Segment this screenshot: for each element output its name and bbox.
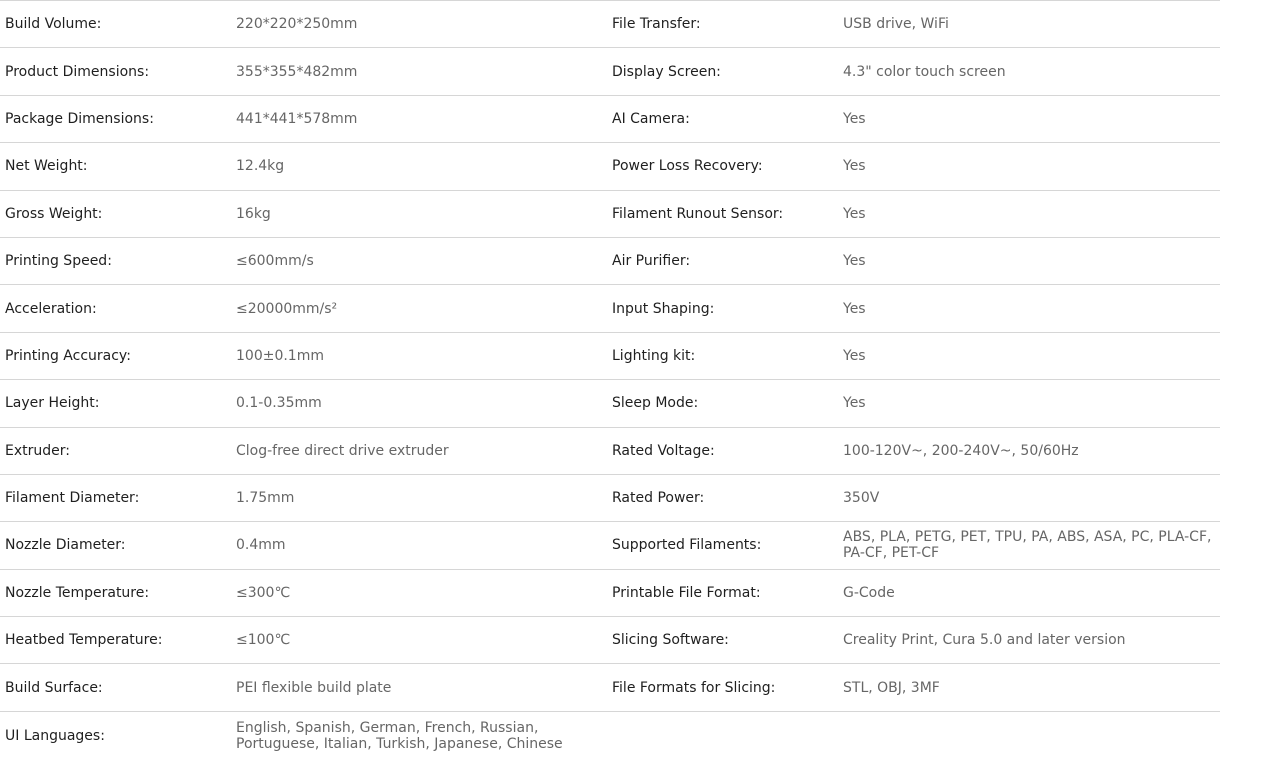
right-spec-label	[612, 712, 837, 759]
left-spec-label: Build Surface:	[5, 679, 103, 696]
left-spec-value: 220*220*250mm	[236, 16, 358, 33]
spec-row	[0, 238, 1220, 285]
right-spec-label: Printable File Format:	[612, 584, 761, 601]
left-spec-value: 12.4kg	[236, 158, 285, 175]
left-spec-label: Product Dimensions:	[5, 63, 150, 80]
right-spec-label: File Transfer:	[612, 16, 701, 33]
spec-row	[0, 617, 1220, 664]
spec-row	[0, 333, 1220, 380]
left-spec-label: Package Dimensions:	[5, 110, 154, 127]
spec-row	[0, 143, 1220, 190]
spec-row	[0, 48, 1220, 95]
spec-row	[0, 428, 1220, 475]
right-spec-label: Lighting kit:	[612, 347, 696, 364]
left-spec-label: Build Volume:	[5, 16, 102, 33]
right-spec-value: Yes	[843, 253, 866, 270]
left-spec-value: 355*355*482mm	[236, 63, 358, 80]
right-spec-value: Yes	[843, 395, 866, 412]
right-spec-label: Slicing Software:	[612, 632, 729, 649]
left-spec-label: Layer Height:	[5, 395, 100, 412]
left-spec-label: Heatbed Temperature:	[5, 632, 163, 649]
right-spec-label: Display Screen:	[612, 63, 721, 80]
left-spec-label: Filament Diameter:	[5, 490, 140, 507]
left-spec-value: 100±0.1mm	[236, 347, 324, 364]
right-spec-value: G-Code	[843, 584, 895, 601]
right-spec-value: Yes	[843, 300, 866, 317]
left-spec-label: Extruder:	[5, 442, 70, 459]
left-spec-value: English, Spanish, German, French, Russian, Portuguese, Italian, Turkish, Japanese, Chinese	[236, 719, 563, 752]
spec-row	[0, 1, 1220, 48]
right-spec-label: Input Shaping:	[612, 300, 715, 317]
left-spec-value: 441*441*578mm	[236, 110, 358, 127]
right-spec-value: USB drive, WiFi	[843, 16, 949, 33]
right-spec-value: 350V	[843, 490, 880, 507]
right-spec-value: Yes	[843, 110, 866, 127]
left-spec-value: 0.1-0.35mm	[236, 395, 322, 412]
left-spec-label: UI Languages:	[5, 727, 105, 744]
spec-row	[0, 285, 1220, 332]
left-spec-value: ≤100℃	[236, 632, 291, 649]
right-spec-label: Filament Runout Sensor:	[612, 205, 784, 222]
left-spec-value: 1.75mm	[236, 490, 295, 507]
left-spec-label: Printing Accuracy:	[5, 347, 131, 364]
right-spec-label: Air Purifier:	[612, 253, 691, 270]
right-spec-value: Yes	[843, 347, 866, 364]
right-spec-value: STL, OBJ, 3MF	[843, 679, 940, 696]
spec-row	[0, 380, 1220, 427]
right-spec-label: Supported Filaments:	[612, 537, 762, 554]
right-spec-label: Sleep Mode:	[612, 395, 699, 412]
spec-row	[0, 191, 1220, 238]
left-spec-value: PEI flexible build plate	[236, 679, 392, 696]
right-spec-value: 100-120V~, 200-240V~, 50/60Hz	[843, 442, 1079, 459]
right-spec-label: Rated Voltage:	[612, 442, 715, 459]
right-spec-value: Yes	[843, 158, 866, 175]
left-spec-value: ≤600mm/s	[236, 253, 314, 270]
left-spec-value: ≤20000mm/s²	[236, 300, 338, 317]
left-spec-label: Net Weight:	[5, 158, 88, 175]
spec-row	[0, 570, 1220, 617]
spec-row	[0, 664, 1220, 711]
left-spec-value: 16kg	[236, 205, 271, 222]
left-spec-value: Clog-free direct drive extruder	[236, 442, 449, 459]
right-spec-value: Yes	[843, 205, 866, 222]
right-spec-label: File Formats for Slicing:	[612, 679, 776, 696]
spec-row	[0, 712, 1220, 759]
left-spec-label: Printing Speed:	[5, 253, 112, 270]
left-spec-label: Nozzle Diameter:	[5, 537, 126, 554]
right-spec-value	[843, 712, 1220, 759]
left-spec-value: 0.4mm	[236, 537, 286, 554]
spec-row	[0, 475, 1220, 522]
right-spec-label: Rated Power:	[612, 490, 705, 507]
left-spec-label: Gross Weight:	[5, 205, 103, 222]
right-spec-value: ABS, PLA, PETG, PET, TPU, PA, ABS, ASA, PC, PLA-CF, PA-CF, PET-CF	[843, 529, 1212, 562]
left-spec-label: Nozzle Temperature:	[5, 584, 150, 601]
spec-row	[0, 522, 1220, 569]
right-spec-label: Power Loss Recovery:	[612, 158, 763, 175]
right-spec-value: 4.3" color touch screen	[843, 63, 1006, 80]
spec-rows	[0, 1, 1220, 759]
left-spec-label: Acceleration:	[5, 300, 97, 317]
right-spec-label: AI Camera:	[612, 110, 690, 127]
spec-row	[0, 96, 1220, 143]
left-spec-value: ≤300℃	[236, 584, 291, 601]
right-spec-value: Creality Print, Cura 5.0 and later version	[843, 632, 1126, 649]
